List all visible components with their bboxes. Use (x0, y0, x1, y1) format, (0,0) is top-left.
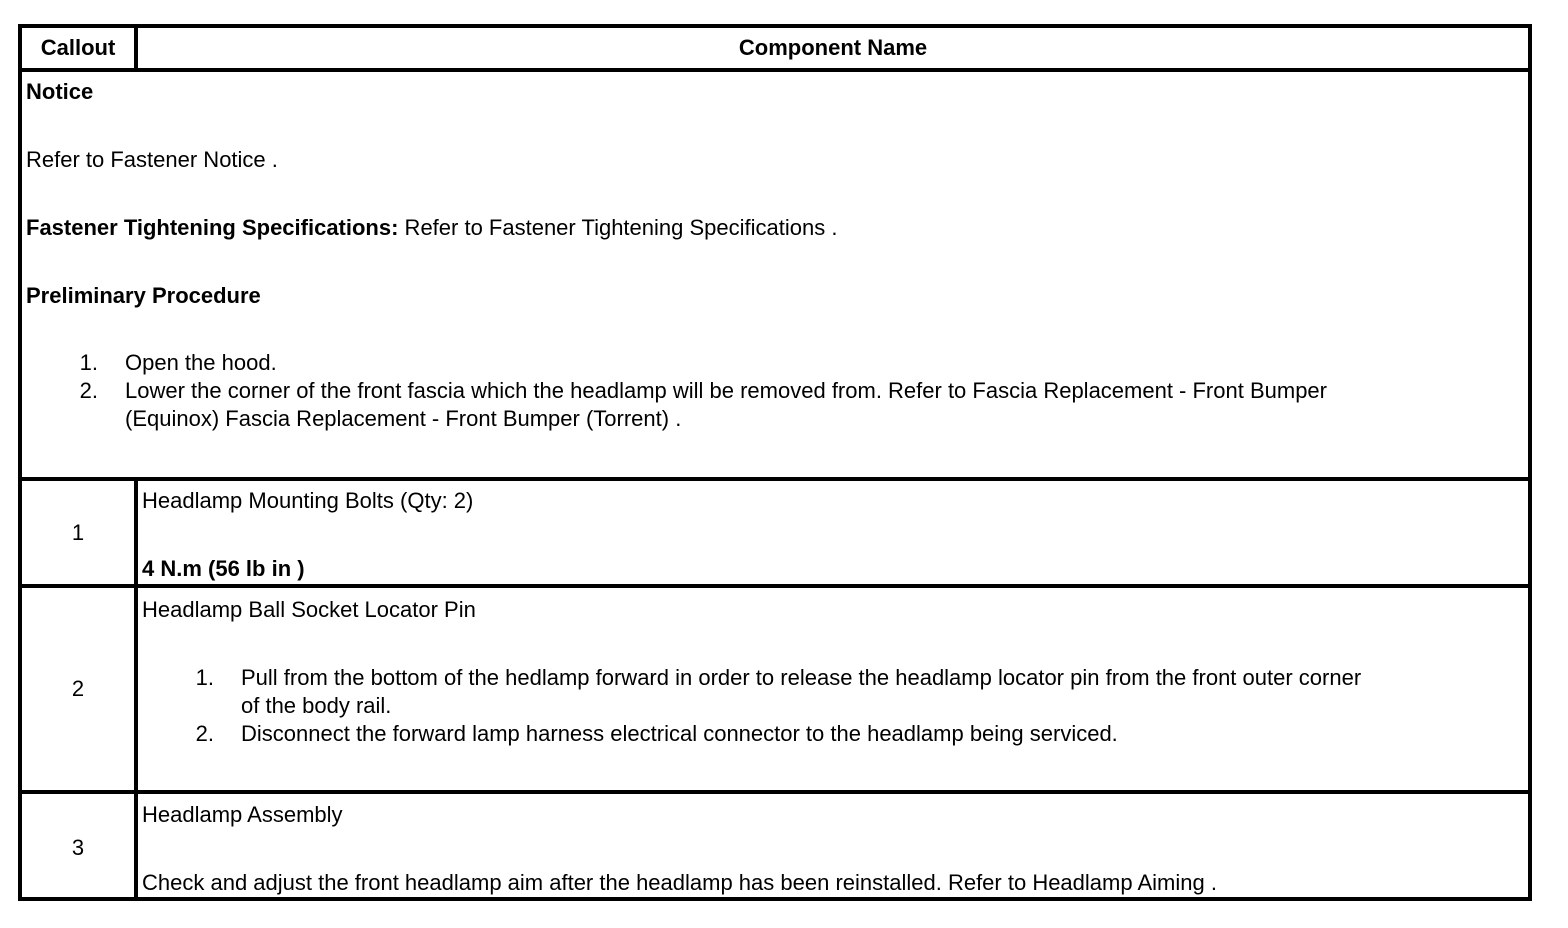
column-divider (134, 794, 138, 901)
step-line: Lower the corner of the front fascia which the headlamp will be removed from. Refer to Fascia Replacement - Front Bumper (125, 378, 1327, 403)
header-rule (22, 68, 1528, 72)
component-table (18, 24, 1532, 901)
step-line: (Equinox) Fascia Replacement - Front Bumper (Torrent) . (125, 406, 682, 431)
step-line: of the body rail. (241, 693, 392, 718)
fastener-spec-line (26, 214, 837, 242)
step-line: Pull from the bottom of the hedlamp forward in order to release the headlamp locator pin from the front outer corner (241, 665, 1362, 690)
header-callout: Callout (40, 35, 116, 60)
column-divider (134, 588, 138, 790)
notice-text: Refer to Fastener Notice . (26, 147, 278, 172)
preliminary-steps (58, 349, 1508, 433)
fastener-spec-text: Refer to Fastener Tightening Specifications . (398, 215, 838, 240)
step-number: 2. (195, 721, 214, 746)
row-rule (22, 477, 1528, 481)
list-item (174, 720, 1524, 748)
fastener-spec-label: Fastener Tightening Specifications: (26, 215, 399, 240)
callout-number: 2 (71, 676, 85, 701)
list-item (58, 377, 1508, 433)
preliminary-procedure-title: Preliminary Procedure (26, 283, 261, 308)
step-number: 2. (79, 378, 98, 403)
callout-number: 1 (71, 519, 85, 545)
step-text (125, 377, 1508, 433)
torque-spec: 4 N.m (56 lb in ) (142, 556, 305, 581)
component-steps (174, 664, 1524, 748)
row-rule (22, 584, 1528, 588)
step-number: 1. (79, 350, 98, 375)
notice-title: Notice (26, 79, 94, 104)
list-item (174, 664, 1524, 720)
component-name: Headlamp Assembly (142, 802, 343, 827)
step-line: Open the hood. (125, 350, 277, 375)
step-text (241, 664, 1524, 720)
step-number: 1. (195, 665, 214, 690)
column-divider (134, 481, 138, 584)
list-item (58, 349, 1508, 377)
component-note: Check and adjust the front headlamp aim after the headlamp has been reinstalled. Refer to Headlamp Aiming . (142, 870, 1217, 895)
callout-number: 3 (71, 834, 85, 860)
row-rule (22, 790, 1528, 794)
component-name: Headlamp Ball Socket Locator Pin (142, 597, 476, 622)
header-component-name: Component Name (738, 35, 928, 60)
component-name: Headlamp Mounting Bolts (Qty: 2) (142, 488, 474, 513)
step-line: Disconnect the forward lamp harness electrical connector to the headlamp being serviced. (241, 721, 1118, 746)
step-text (241, 720, 1524, 748)
step-text (125, 349, 1508, 377)
